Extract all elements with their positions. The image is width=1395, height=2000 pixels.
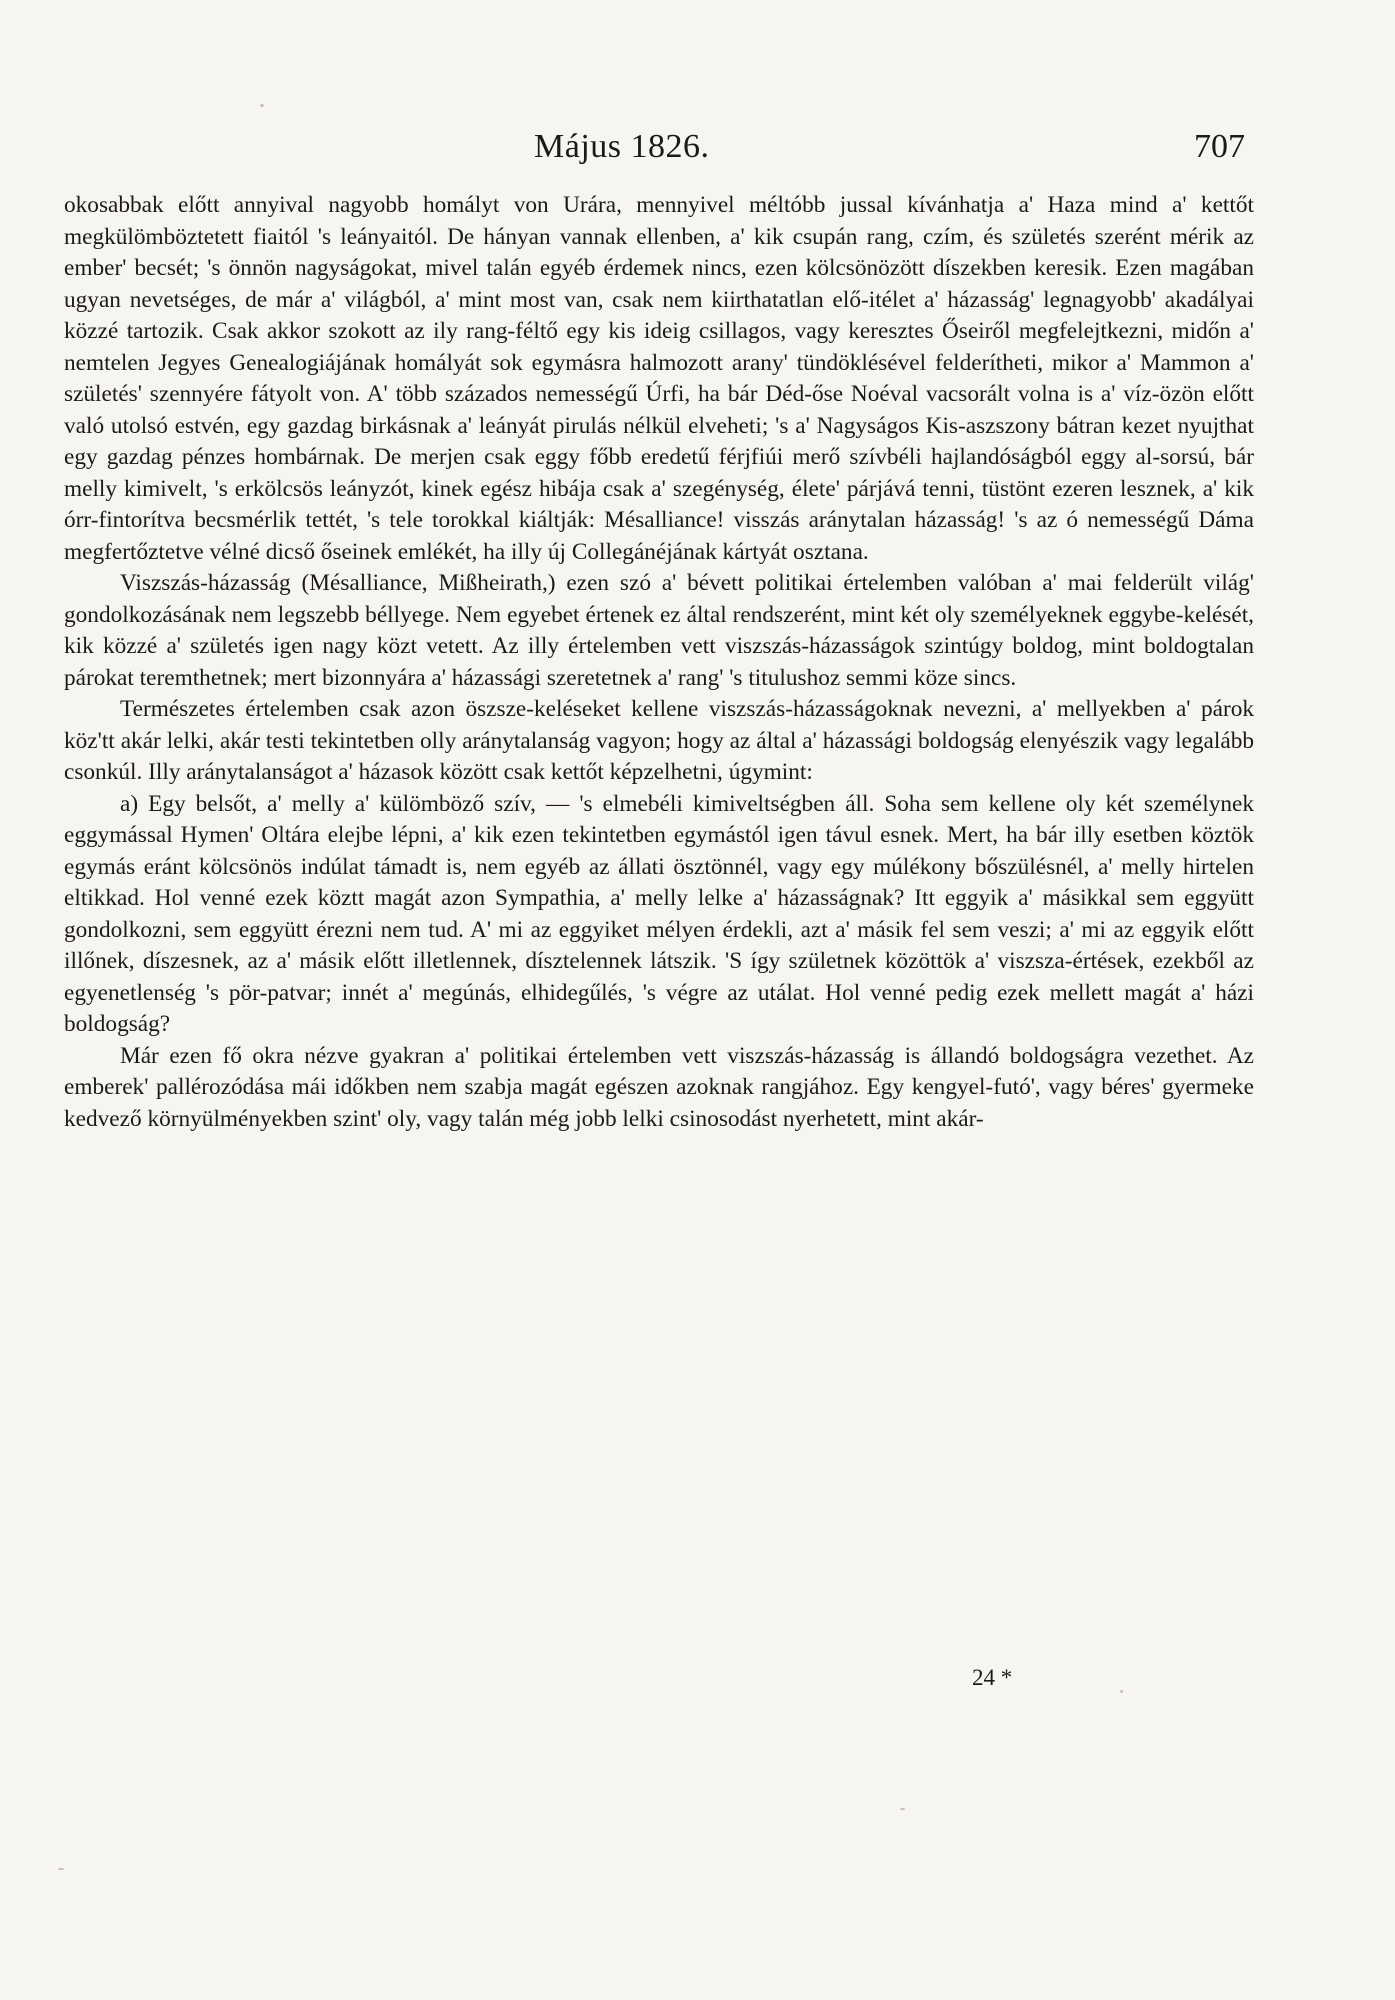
paragraph-1: okosabbak előtt annyival nagyobb homályt von Urára, mennyivel méltóbb jussal kívánhatja a' Haza mind a' kettőt megkülömböztetett fiaitól 's leányaitól. De hányan vannak ellenben, a' kik csupán rang, czím, és születés szerént mérik az ember' becsét; 's önnön nagyságokat, mivel talán egyéb érdemek nincs, ezen kölcsönözött díszekben keresik. Ezen magában ugyan nevetséges, de már a' világból, a' mint most van, csak nem kiirthatatlan elő-itélet a' házasság' legnagyobb' akadályai közzé tartozik. Csak akkor szokott az ily rang-féltő egy kis ideig csillagos, vagy keresztes Őseiről megfelejtkezni, midőn a' nemtelen Jegyes Genealogiájának homályát sok egymásra halmozott arany' tündöklésével felderítheti, mikor a' Mammon a' születés' szennyére fátyolt von. A' több százados nemességű Úrfi, ha bár Déd-őse Noéval vacsorált volna is a' víz-özön előtt való utolsó estvén, egy gazdag birkásnak a' leányát pirulás nélkül elveheti; 's a' Nagyságos Kis-aszszony bátran kezet nyujthat egy gazdag pénzes hombárnak. De merjen csak eggy főbb eredetű férjfiúi merő szívbéli hajlandóságból eggy al-sorsú, bár melly kimivelt, 's erkölcsös leányzót, kinek egész hibája csak a' szegénység, élete' párjává tenni, tüstönt ezeren lesznek, a' kik órr-fintorítva becsmérlik tettét, 's tele torokkal kiáltják: Mésalliance! visszás aránytalan házasság! 's az ó nemességű Dáma megfertőztetve vélné dicső őseinek emlékét, ha illy új Collegánéjának kártyát osztana. xyxy=(64,192,1254,565)
running-header xyxy=(64,128,1255,176)
paragraph-2: Viszszás-házasság (Mésalliance, Mißheirath,) ezen szó a' bévett politikai értelemben valóban a' mai felderült világ' gondolkozásának nem legszebb béllyege. Nem egyebet értenek ez által rendszerént, mint két oly személyeknek eggybe-kelését, kik közzé a' születés igen nagy közt vetett. Az illy értelemben vett viszszás-házasságok szintúgy boldog, mint boldogtalan párokat teremthetnek; mert bizonnyára a' házassági szeretetnek a' rang' 's titulushoz semmi köze sincs. xyxy=(64,570,1254,691)
paper-speck xyxy=(58,1868,64,1870)
body-text xyxy=(64,190,1254,1135)
signature-mark: 24 * xyxy=(972,1665,1013,1690)
header-title: Május 1826. xyxy=(534,128,710,165)
paper-speck xyxy=(1120,1690,1123,1693)
paper-speck xyxy=(900,1808,905,1810)
paragraph-5: Már ezen fő okra nézve gyakran a' politikai értelemben vett viszszás-házasság is állandó boldogságra vezethet. Az emberek' pallérozódása mái időkben nem szabja magát egészen azoknak rangjához. Egy kengyel-futó', vagy béres' gyermeke kedvező környülményekben szint' oly, vagy talán még jobb lelki csinosodást nyerhetett, mint akár- xyxy=(64,1042,1254,1132)
paragraph-4: a) Egy belsőt, a' melly a' külömböző szív, — 's elmebéli kimiveltségben áll. Soha sem kellene oly két személynek eggymással Hymen' Oltára elejbe lépni, a' kik ezen tekintetben egymástól igen távul esnek. Mert, ha bár illy esetben köztök egymás eránt kölcsönös indúlat támadt is, nem egyéb az állati ösztönnél, vagy egy múlékony bőszülésnél, a' melly hirtelen eltikkad. Hol venné ezek köztt magát azon Sympathia, a' melly lelke a' házasságnak? Itt eggyik a' másikkal sem eggyütt gondolkozni, sem eggyütt érezni nem tud. A' mi az eggyiket mélyen érdekli, azt a' másik fel sem veszi; a' mi az eggyik előtt illőnek, díszesnek, az a' másik előtt illetlennek, dísztelennek látszik. 'S így születnek közöttök a' viszsza-értések, ezekből az egyenetlenség 's pör-patvar; innét a' megúnás, elhidegűlés, 's végre az utálat. Hol venné pedig ezek mellett magát a' házi boldogság? xyxy=(64,790,1254,1037)
paper-speck xyxy=(260,104,264,107)
page-number: 707 xyxy=(1194,128,1245,165)
paragraph-3: Természetes értelemben csak azon öszsze-keléseket kellene viszszás-házasságoknak nevezni, a' mellyekben a' párok köz'tt akár lelki, akár testi tekintetben olly aránytalanság vagyon; hogy az által a' házassági boldogság elenyészik vagy legalább csonkúl. Illy aránytalanságot a' házasok között csak kettőt képzelhetni, úgymint: xyxy=(64,696,1254,785)
